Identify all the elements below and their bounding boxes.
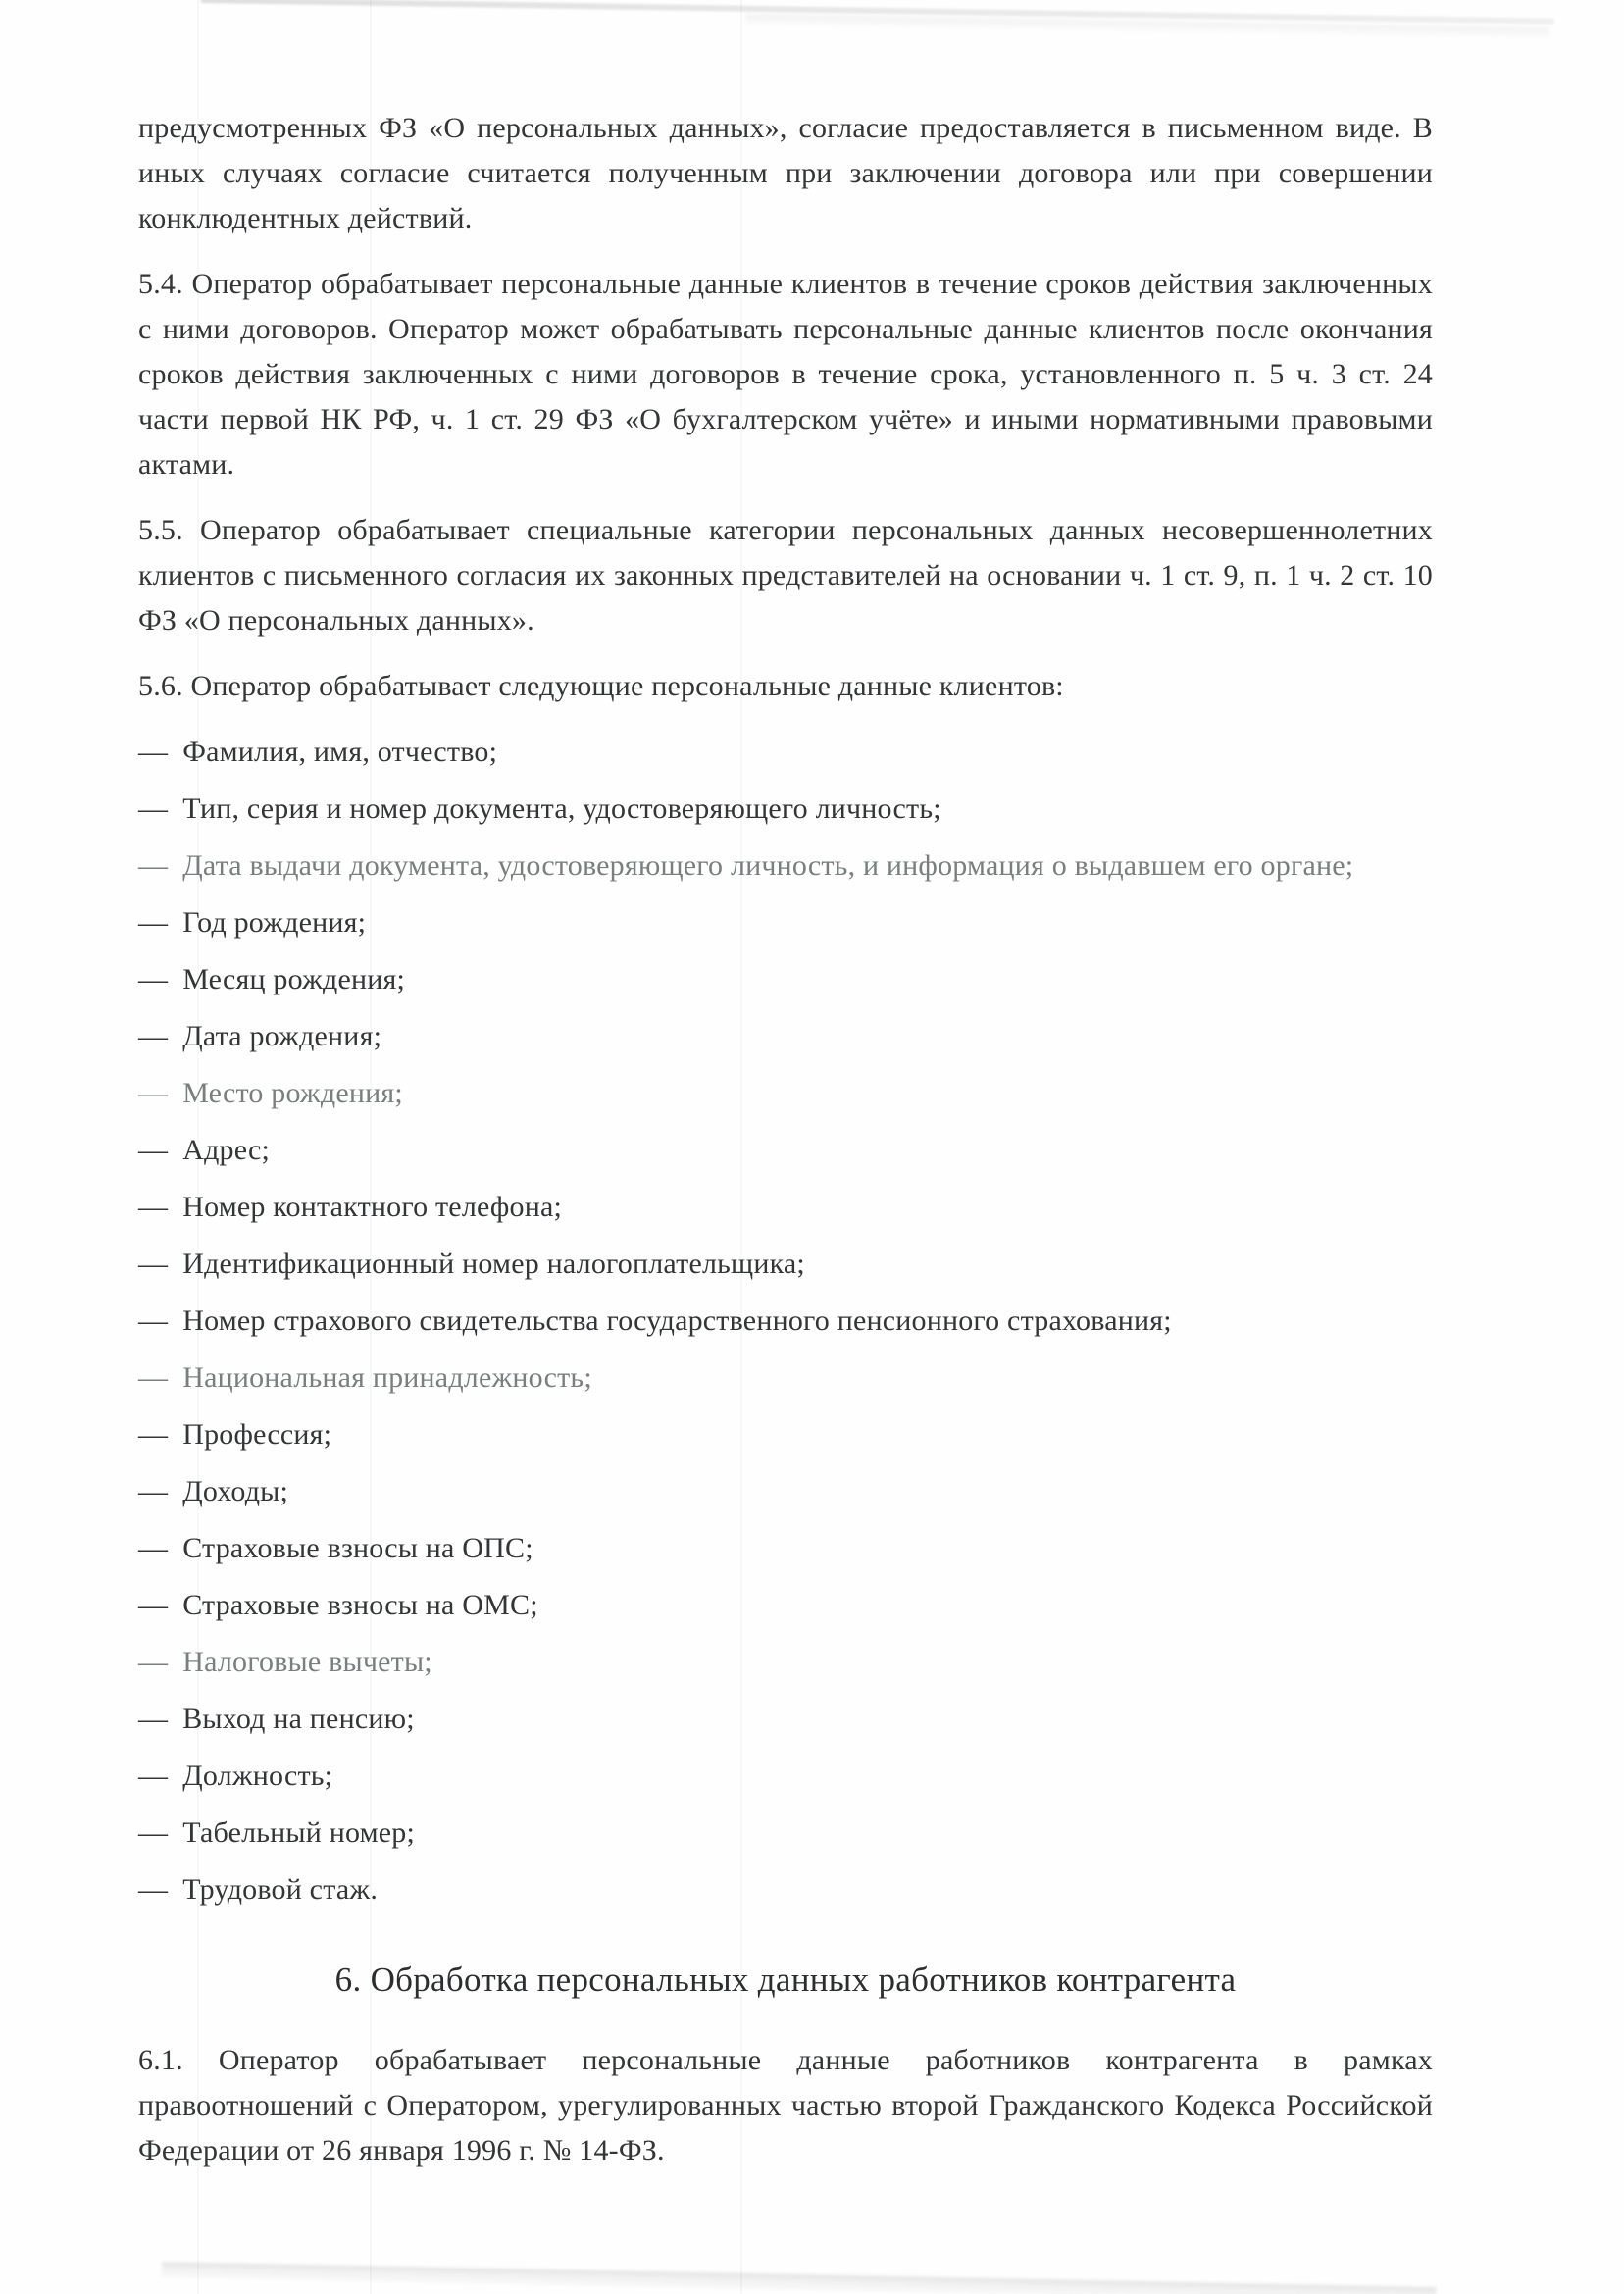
list-item-label: Трудовой стаж. [182, 1873, 379, 1906]
list-item [138, 1128, 1433, 1173]
list-item [138, 1867, 1433, 1912]
intro-paragraph: предусмотренных ФЗ «О персональных данных», согласие предоставляется в письменном виде. В иных случаях согласие считается полученным при заключении договора или при совершении конклюдентных действий. [138, 112, 1433, 234]
list-item-label: Национальная принадлежность; [182, 1361, 592, 1394]
scan-edge-bottom [162, 2262, 1437, 2294]
list-item-label: Налоговые вычеты; [182, 1646, 432, 1678]
section-6-heading: 6. Обработка персональных данных работников контрагента [334, 1961, 1237, 1999]
list-item-label: Место рождения; [182, 1077, 403, 1109]
list-item-dash: — [138, 1703, 169, 1735]
list-item-label: Дата рождения; [182, 1020, 382, 1052]
list-item-dash: — [138, 906, 169, 939]
list-item [138, 1014, 1433, 1059]
clause-5-6: 5.6. Оператор обрабатывает следующие персональные данные клиентов: [138, 670, 1064, 702]
clause-6-1: 6.1. Оператор обрабатывает персональные данные работников контрагента в рамках правоотношений с Оператором, урегулированных частью второй Гражданского Кодекса Российской Федерации от 26 января 1996 г. № 14-ФЗ. [138, 2044, 1433, 2167]
list-item-dash: — [138, 849, 169, 882]
list-item-label: Номер контактного телефона; [182, 1191, 563, 1223]
list-item-dash: — [138, 1873, 169, 1906]
list-item-label: Номер страхового свидетельства государственного пенсионного страхования; [182, 1304, 1172, 1337]
clause-5-5: 5.5. Оператор обрабатывает специальные категории персональных данных несовершеннолетних клиентов с письменного согласия их законных представителей на основании ч. 1 ст. 9, п. 1 ч. 2 ст. 10 ФЗ «О персональных данных». [138, 514, 1433, 637]
list-item-dash: — [138, 792, 169, 825]
list-item-label: Адрес; [182, 1134, 271, 1166]
list-item-label: Месяц рождения; [182, 963, 406, 995]
list-item [138, 1469, 1433, 1514]
list-item [138, 1412, 1433, 1457]
list-item-label: Страховые взносы на ОПС; [182, 1532, 533, 1564]
list-item [138, 1185, 1433, 1230]
list-item-label: Год рождения; [182, 906, 367, 939]
list-item-dash: — [138, 1759, 169, 1792]
list-item-dash: — [138, 1646, 169, 1678]
clause-5-4: 5.4. Оператор обрабатывает персональные данные клиентов в течение сроков действия заключенных с ними договоров. Оператор может обрабатывать персональные данные клиентов после окончания сроков действия заключенных с ними договоров в течение срока, установленного п. 5 ч. 3 ст. 24 части первой НК РФ, ч. 1 ст. 29 ФЗ «О бухгалтерском учёте» и иными нормативными правовыми актами. [138, 268, 1433, 481]
list-item-dash: — [138, 1418, 169, 1451]
list-item [138, 787, 1433, 832]
list-item-label: Дата выдачи документа, удостоверяющего личность, и информация о выдавшем его органе; [182, 849, 1354, 882]
list-item [138, 1754, 1433, 1799]
list-item-label: Страховые взносы на ОМС; [182, 1589, 538, 1621]
list-item-label: Выход на пенсию; [182, 1703, 415, 1735]
list-item [138, 957, 1433, 1002]
list-item [138, 730, 1433, 775]
document-body [138, 106, 1433, 2194]
list-item [138, 1697, 1433, 1742]
list-item [138, 1640, 1433, 1685]
list-item [138, 1355, 1433, 1401]
list-item [138, 1299, 1433, 1344]
list-item [138, 1810, 1433, 1856]
list-item-label: Профессия; [182, 1418, 332, 1451]
list-item-dash: — [138, 736, 169, 768]
list-item-label: Доходы; [182, 1475, 289, 1507]
list-item-dash: — [138, 1532, 169, 1564]
personal-data-list [138, 730, 1433, 1912]
list-item [138, 1526, 1433, 1571]
list-item [138, 1583, 1433, 1628]
list-item-label: Табельный номер; [182, 1816, 416, 1849]
list-item [138, 1071, 1433, 1116]
list-item [138, 843, 1433, 889]
list-item-dash: — [138, 1134, 169, 1166]
list-item-dash: — [138, 1020, 169, 1052]
list-item-dash: — [138, 1475, 169, 1507]
list-item-label: Идентификационный номер налогоплательщика; [182, 1248, 805, 1280]
list-item-dash: — [138, 1304, 169, 1337]
list-item-dash: — [138, 1077, 169, 1109]
list-item-dash: — [138, 1589, 169, 1621]
list-item-label: Тип, серия и номер документа, удостоверяющего личность; [182, 792, 941, 825]
list-item-label: Должность; [182, 1759, 333, 1792]
list-item-dash: — [138, 963, 169, 995]
list-item-dash: — [138, 1816, 169, 1849]
list-item [138, 900, 1433, 945]
list-item-dash: — [138, 1191, 169, 1223]
list-item-dash: — [138, 1248, 169, 1280]
list-item [138, 1242, 1433, 1287]
list-item-label: Фамилия, имя, отчество; [182, 736, 498, 768]
list-item-dash: — [138, 1361, 169, 1394]
